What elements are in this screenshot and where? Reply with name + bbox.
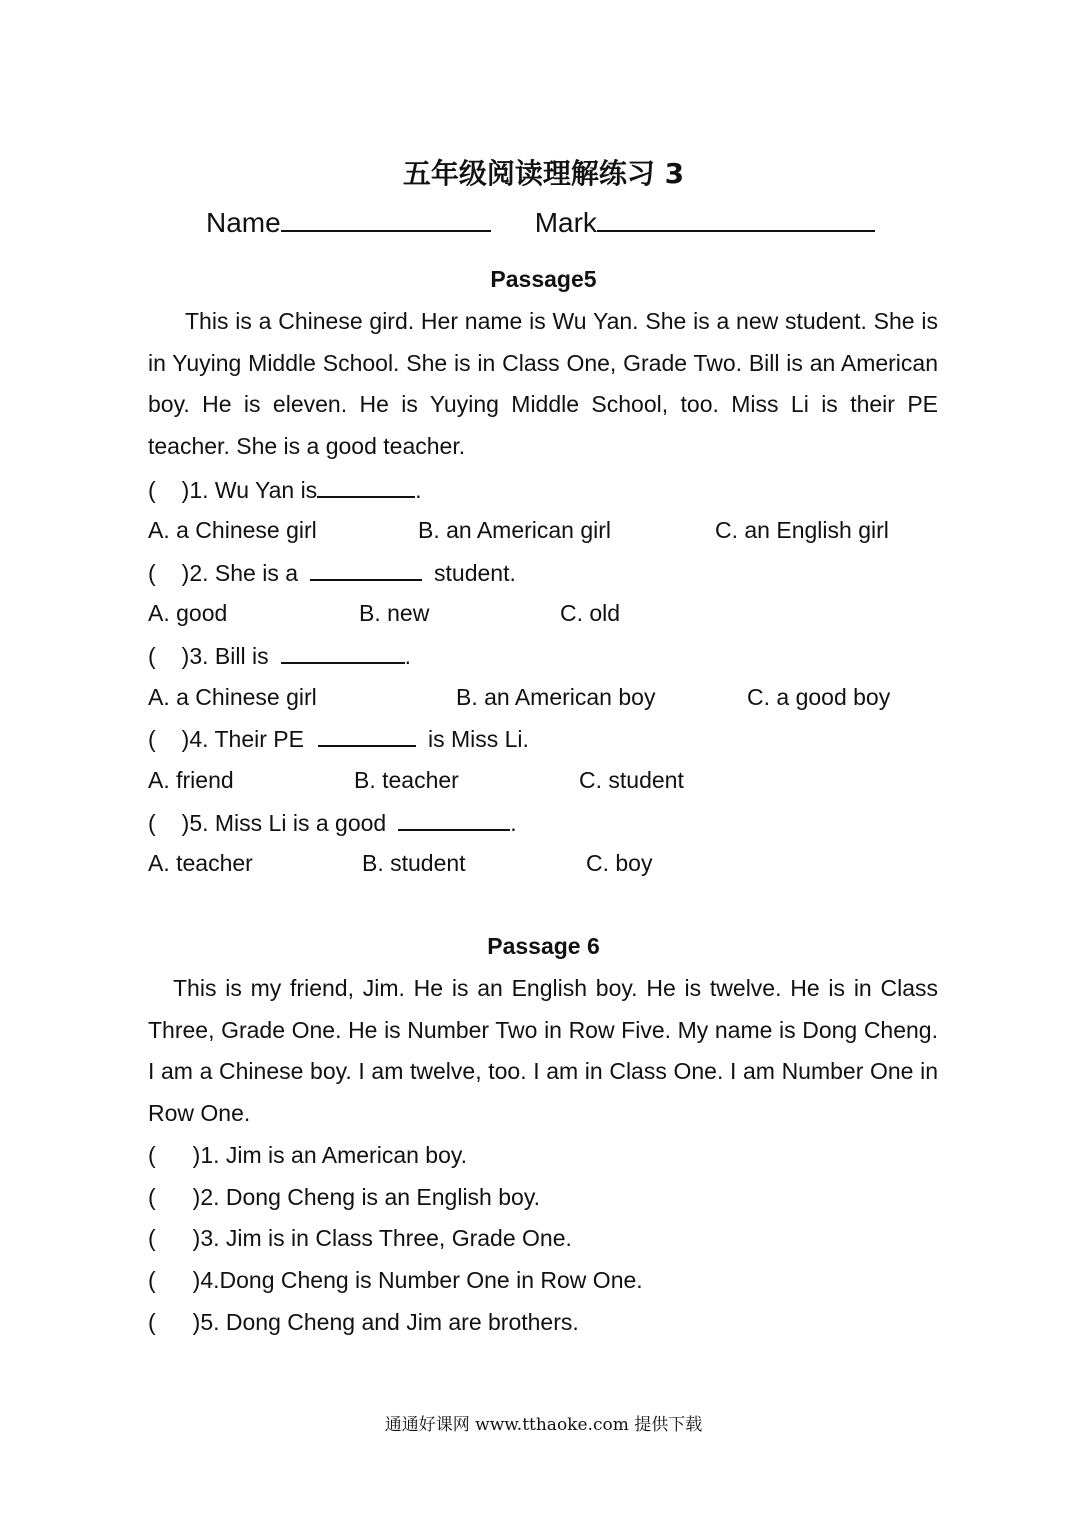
p5-q4-option-a[interactable]: A. friend <box>148 767 234 793</box>
statement-text: )3. Jim is in Class Three, Grade One. <box>192 1225 572 1251</box>
p5-q4-option-b[interactable]: B. teacher <box>354 767 459 793</box>
footer-credit: 通通好课网 www.tthaoke.com 提供下载 <box>384 1415 703 1435</box>
p5-q4-option-c[interactable]: C. student <box>579 767 684 793</box>
p5-question-4 <box>148 725 529 753</box>
fill-blank[interactable] <box>281 642 405 664</box>
mark-label: Mark <box>534 207 597 238</box>
question-text: )4. Their PE <box>181 726 304 752</box>
p5-q3-option-a[interactable]: A. a Chinese girl <box>148 684 317 710</box>
p6-statement-1 <box>148 1142 467 1169</box>
statement-text: )5. Dong Cheng and Jim are brothers. <box>192 1309 579 1335</box>
p5-q5-option-c[interactable]: C. boy <box>586 850 653 876</box>
p5-q1-option-a[interactable]: A. a Chinese girl <box>148 517 317 543</box>
p5-question-3 <box>148 642 411 670</box>
p5-q3-option-b[interactable]: B. an American boy <box>456 684 656 710</box>
question-text: )1. Wu Yan is <box>181 477 318 503</box>
fill-blank[interactable] <box>310 559 422 581</box>
statement-text: )1. Jim is an American boy. <box>192 1142 468 1168</box>
page-title: 五年级阅读理解练习 3 <box>402 157 685 190</box>
answer-paren[interactable]: ( <box>148 726 156 752</box>
p5-q3-option-c[interactable]: C. a good boy <box>747 684 891 710</box>
p5-q1-option-b[interactable]: B. an American girl <box>418 517 612 543</box>
answer-paren[interactable]: ( <box>148 643 156 669</box>
question-text: )2. She is a <box>181 560 299 586</box>
fill-blank[interactable] <box>318 725 416 747</box>
question-after: . <box>510 810 517 836</box>
question-after: . <box>415 477 422 503</box>
p5-q1-option-c[interactable]: C. an English girl <box>715 517 889 543</box>
answer-paren[interactable]: ( <box>148 1225 156 1251</box>
question-after: student. <box>434 560 516 586</box>
name-mark-row <box>206 204 875 239</box>
answer-paren[interactable]: ( <box>148 1309 156 1335</box>
passage6-text: This is my friend, Jim. He is an English boy. He is twelve. He is in Class Three, Grade One. He is Number Two in Row Five. My name is Dong Cheng. I am a Chinese boy. I am twelve, too. I am in Class One. I am Number One in Row One. <box>148 975 938 1126</box>
statement-text: )2. Dong Cheng is an English boy. <box>192 1184 541 1210</box>
fill-blank[interactable] <box>398 809 510 831</box>
answer-paren[interactable]: ( <box>148 560 156 586</box>
p5-q5-option-b[interactable]: B. student <box>362 850 466 876</box>
p5-q2-option-b[interactable]: B. new <box>359 600 430 626</box>
p5-question-5 <box>148 809 517 837</box>
answer-paren[interactable]: ( <box>148 1267 156 1293</box>
question-text: )3. Bill is <box>181 643 269 669</box>
statement-text: )4.Dong Cheng is Number One in Row One. <box>192 1267 643 1293</box>
p5-q2-option-a[interactable]: A. good <box>148 600 228 626</box>
p6-statement-3 <box>148 1225 572 1252</box>
mark-blank[interactable] <box>597 204 875 232</box>
p5-q2-option-c[interactable]: C. old <box>560 600 621 626</box>
answer-paren[interactable]: ( <box>148 1184 156 1210</box>
question-after: is Miss Li. <box>427 726 529 752</box>
p6-statement-2 <box>148 1184 540 1211</box>
question-after: . <box>404 643 411 669</box>
p6-statement-5 <box>148 1309 579 1336</box>
name-blank[interactable] <box>281 204 491 232</box>
answer-paren[interactable]: ( <box>148 1142 156 1168</box>
name-label: Name <box>206 207 281 238</box>
passage6-heading: Passage 6 <box>487 933 600 959</box>
p6-statement-4 <box>148 1267 643 1294</box>
p5-q5-option-a[interactable]: A. teacher <box>148 850 253 876</box>
answer-paren[interactable]: ( <box>148 810 156 836</box>
passage5-text: This is a Chinese gird. Her name is Wu Yan. She is a new student. She is in Yuying Middle School. She is in Class One, Grade Two. Bill is an American boy. He is eleven. He is Yuying Middle School, too. Miss Li is their PE teacher. She is a good teacher. <box>148 308 938 459</box>
answer-paren[interactable]: ( <box>148 477 156 503</box>
fill-blank[interactable] <box>317 476 415 498</box>
passage5-heading: Passage5 <box>490 266 597 292</box>
question-text: )5. Miss Li is a good <box>181 810 387 836</box>
p5-question-2 <box>148 559 516 587</box>
p5-question-1 <box>148 476 422 504</box>
